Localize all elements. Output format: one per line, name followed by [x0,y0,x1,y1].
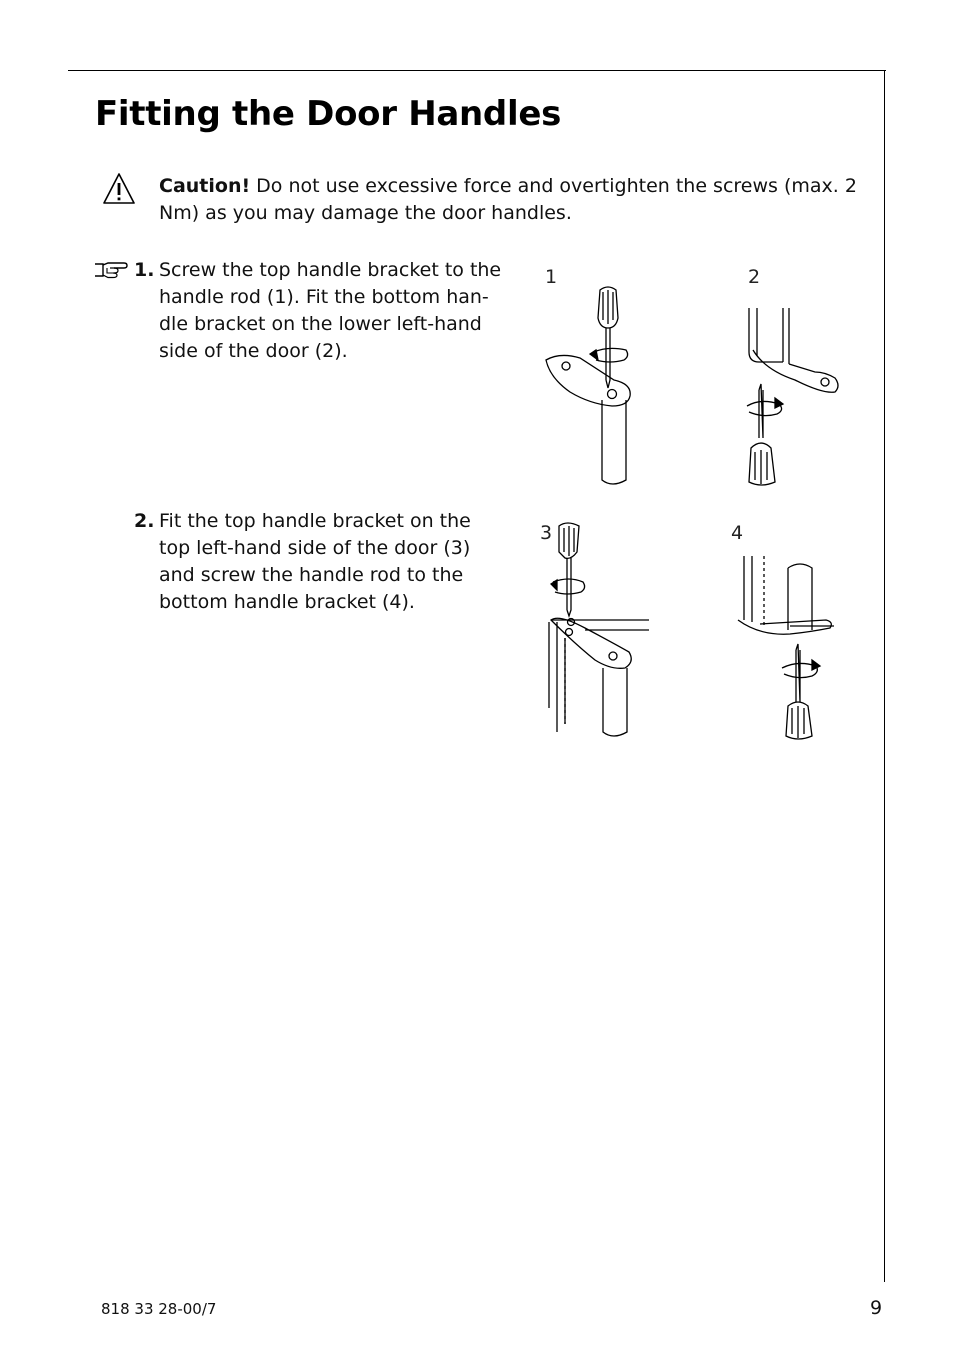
figure-2-diagram [735,300,845,490]
step-2-number: 2. [134,510,155,532]
caution-text: Do not use excessive force and overtighten the screws (max. 2 Nm) as you may damage the door handles. [159,175,857,224]
top-rule [68,70,886,71]
step-2-text: Fit the top handle bracket on the top left-hand side of the door (3) and screw the handle rod to the bottom handle bracket (4). [159,510,471,613]
pointing-hand-icon [94,260,128,280]
figure-1-diagram [540,280,650,490]
step-1-text: Screw the top handle bracket to the handle rod (1). Fit the bottom han-dle bracket on the lower left-hand side of the door (2). [159,259,502,362]
figure-4-label: 4 [731,522,744,544]
page-number: 9 [870,1297,883,1319]
figure-4-diagram [730,550,840,745]
figure-3-diagram [545,518,655,743]
figure-3-label: 3 [540,522,553,544]
caution-label: Caution! [159,175,251,197]
page-title: Fitting the Door Handles [95,94,562,134]
figure-1-label: 1 [545,266,558,288]
figure-2-label: 2 [748,266,761,288]
step-1-number: 1. [134,259,155,281]
caution-paragraph [159,173,859,227]
document-code: 818 33 28-00/7 [101,1300,217,1318]
warning-triangle-icon [102,172,136,206]
right-rule [884,70,885,1282]
